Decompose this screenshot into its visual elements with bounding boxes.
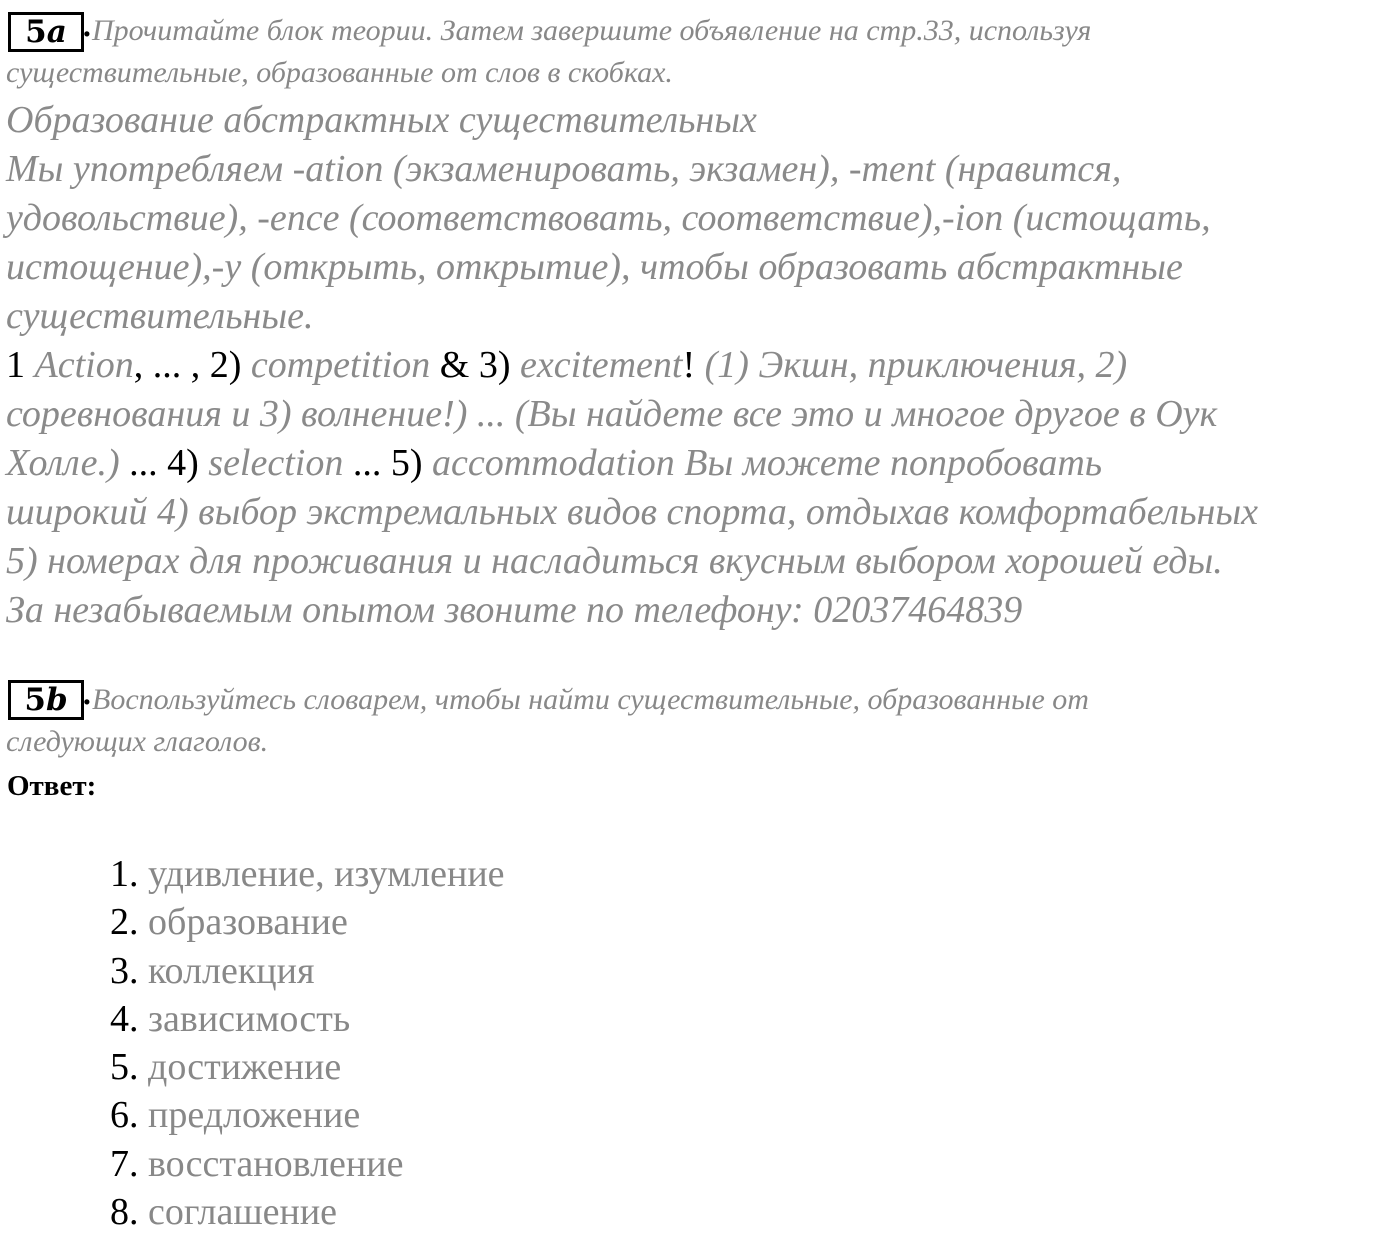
- answer-line-6: За незабываемым опытом звоните по телефону: 02037464839: [6, 589, 1023, 631]
- answer-punct: , ... , 2): [133, 344, 242, 386]
- theory-line: истощение),-y (открыть, открытие), чтобы образовать абстрактные: [6, 246, 1183, 288]
- answer-line-1: [6, 341, 1396, 390]
- list-item-number: 3.: [110, 949, 139, 992]
- list-item-number: 8.: [110, 1191, 139, 1234]
- exercise-5a-instruction: [6, 10, 1390, 94]
- answer-punct: ... 5): [352, 442, 423, 484]
- answer-word: excitement: [510, 344, 683, 386]
- list-item-number: 6.: [110, 1094, 139, 1137]
- badge-dot: .: [82, 10, 92, 43]
- list-item: [110, 1043, 505, 1091]
- list-item-text: образование: [148, 901, 348, 944]
- instruction-line-2: существительные, образованные от слов в скобках.: [6, 56, 673, 89]
- badge-number: 5: [25, 14, 47, 50]
- list-item-text: удивление, изумление: [148, 853, 505, 895]
- list-item-number: 2.: [110, 901, 139, 944]
- list-item-number: 1.: [110, 853, 139, 895]
- list-item: [110, 850, 505, 898]
- badge-letter: a: [46, 14, 67, 50]
- answer-label: Ответ:: [7, 770, 97, 802]
- list-item: [110, 898, 505, 946]
- list-item: [110, 947, 505, 995]
- badge-number: 5: [24, 682, 46, 718]
- list-item-text: соглашение: [148, 1191, 338, 1234]
- theory-line: существительные.: [6, 295, 314, 337]
- answer-word: Action: [34, 344, 134, 386]
- answer-word: selection: [198, 442, 353, 484]
- list-item-text: восстановление: [148, 1142, 404, 1185]
- list-item-text: коллекция: [148, 949, 315, 992]
- theory-line: удовольствие), -ence (соответствовать, соответствие),-ion (истощать,: [6, 197, 1211, 239]
- answer-punct: & 3): [439, 344, 511, 386]
- badge-letter: b: [45, 682, 68, 718]
- answer-list: [110, 850, 505, 1236]
- list-item: [110, 1091, 505, 1139]
- list-item-number: 7.: [110, 1142, 139, 1185]
- list-item-number: 5.: [110, 1046, 139, 1089]
- theory-title: Образование абстрактных существительных: [6, 99, 757, 141]
- answer-line-4: широкий 4) выбор экстремальных видов спорта, отдыхав комфортабельных: [6, 491, 1258, 533]
- answer-line-2: соревнования и 3) волнение!) ... (Вы найдете все это и многое другое в Оук: [6, 393, 1218, 435]
- answer-text: Холле.): [6, 442, 120, 484]
- instruction-line-1: Воспользуйтесь словарем, чтобы найти существительные, образованные от: [92, 683, 1089, 716]
- list-item: [110, 1188, 505, 1236]
- theory-line: Мы употребляем -ation (экзаменировать, экзамен), -ment (нравится,: [6, 148, 1122, 190]
- list-item-text: предложение: [148, 1094, 361, 1137]
- answer-punct: ... 4): [119, 442, 199, 484]
- answer-word: accommodation Вы можете попробовать: [422, 442, 1103, 484]
- list-item-text: достижение: [148, 1046, 342, 1089]
- instruction-line-2: следующих глаголов.: [6, 725, 269, 758]
- exercise-5b-instruction: [6, 679, 1390, 763]
- list-item: [110, 995, 505, 1043]
- answer-number: 1: [6, 344, 35, 386]
- badge-dot: .: [82, 678, 92, 711]
- theory-block: [6, 96, 1396, 635]
- answer-line-3: [6, 439, 1396, 488]
- list-item-text: зависимость: [148, 997, 351, 1040]
- list-item: [110, 1140, 505, 1188]
- answer-punct: !: [682, 344, 696, 386]
- answer-word: competition: [241, 344, 440, 386]
- answer-line-5: 5) номерах для проживания и насладиться вкусным выбором хорошей еды.: [6, 540, 1223, 582]
- instruction-line-1: Прочитайте блок теории. Затем завершите объявление на стр.33, используя: [92, 14, 1092, 47]
- list-item-number: 4.: [110, 997, 139, 1040]
- answer-translation: (1) Экшн, приключения, 2): [695, 344, 1128, 386]
